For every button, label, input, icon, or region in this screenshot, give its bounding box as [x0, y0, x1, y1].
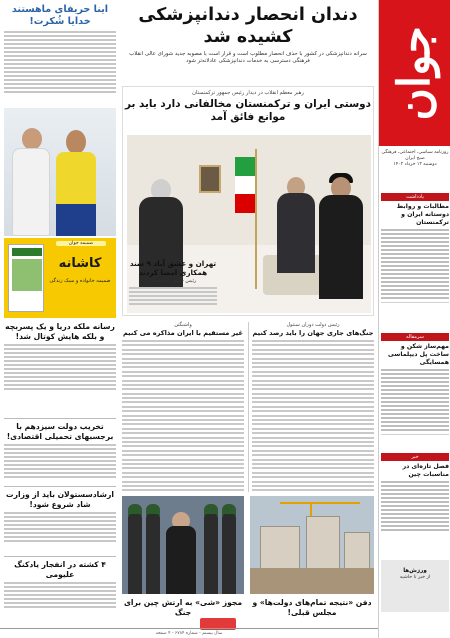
masthead-block-2	[381, 330, 449, 435]
main-headline[interactable]: دندان انحصار دندانپزشکی کشیده شد	[138, 5, 358, 47]
masthead-block-3	[381, 450, 449, 533]
supplement-tag: ضمیمه جوان	[56, 241, 106, 246]
text-lines	[381, 369, 449, 431]
leaders-meeting-photo	[127, 135, 371, 313]
construction-photo	[250, 496, 374, 594]
footer: سال بیستم - شماره ۶۷۸۴ - ۴ صفحه	[0, 628, 378, 638]
text-lines	[381, 481, 449, 531]
story-kicker: رئیس دولت دوران سنتول	[286, 322, 340, 328]
story-title[interactable]: جنگ‌های جاری جهان را باید رصد کنیم	[252, 329, 374, 337]
masthead-description: روزنامه سیاسی، اجتماعی، فرهنگی صبح ایران	[381, 150, 449, 161]
masthead-date: دوشنبه ۱۲ خرداد ۱۴۰۲	[393, 162, 437, 167]
masthead-sports-box	[381, 560, 449, 612]
main-subheadline: سرانه دندانپزشکی در کشور با حذف انحصار مطلوب است و قرار است با مصوبه جدید شورای عالی انقلاب فرهنگی دسترسی به خدمات دندانپزشکی عادلانه‌تر شود	[129, 51, 367, 64]
text-lines	[252, 340, 374, 491]
center-story-right	[252, 322, 374, 494]
main-story-kicker: رهبر معظم انقلاب در دیدار رئیس جمهور ترکمنستان	[192, 90, 304, 96]
main-headline-box	[122, 4, 374, 82]
supplement-subtitle: ضمیمه خانواده و سبک زندگی	[49, 278, 111, 284]
logo	[379, 0, 450, 146]
masthead-item-title[interactable]: مهم‌ساز شکن و ساخت پل دیپلماسی همسایگی	[388, 343, 449, 366]
story-title[interactable]: ۴ کشته در انفجار یادکنگ علیومی	[14, 560, 106, 579]
sports-title[interactable]: ورزش‌ها	[403, 568, 427, 574]
text-lines	[4, 344, 116, 390]
text-lines	[4, 582, 116, 608]
magazine-cover-image	[8, 244, 44, 312]
caption-title[interactable]: دفن «نتیجه تمام‌های دولت‌ها» و مجلس قبلی!	[252, 598, 372, 617]
section-tag: خبر	[381, 453, 449, 461]
left-story-4	[4, 560, 116, 610]
masthead-item-title[interactable]: مطالبات و روابط دوستانه ایران و ترکمنستان	[396, 203, 449, 226]
iran-flag	[235, 157, 255, 213]
bottom-caption-right	[250, 598, 374, 617]
china-army-photo	[122, 496, 244, 594]
left-story-3	[4, 490, 116, 544]
story-title[interactable]: رسانه ملکه دریا و یک پسربچه و بلکه هایش کوتال شد!	[5, 322, 115, 341]
sports-headline[interactable]: اینا حریفای ماهستند خدایا شُکرت!	[11, 4, 109, 27]
masthead-column	[378, 0, 450, 638]
text-lines	[4, 31, 116, 93]
section-tag: سرمقاله	[381, 333, 449, 341]
story-title[interactable]: ارشادسستولان باید از وزارت شاد شروع شود!	[6, 490, 114, 509]
left-story-1	[4, 322, 116, 392]
story-title[interactable]: غیر مستقیم با ایران مذاکره می کنیم	[123, 329, 243, 337]
caption-title[interactable]: مجوز «شی» به ارتش چین برای جنگ	[123, 598, 243, 617]
left-column-top	[4, 4, 116, 95]
football-players-photo	[4, 108, 116, 236]
masthead-block-1	[381, 190, 449, 303]
caption-sub: رئیس جمهور ترکمنستان	[129, 279, 217, 305]
logo-text: جوان	[389, 25, 440, 121]
text-lines	[381, 229, 449, 299]
text-lines	[4, 512, 116, 542]
story-kicker: واشنگتن	[174, 322, 192, 328]
sports-sub: از خبر تا حاشیه	[399, 575, 431, 580]
portrait-frame	[199, 165, 221, 193]
photo-caption	[129, 259, 217, 307]
main-story-title[interactable]: دوستی ایران و ترکمنستان مخالفانی دارد باید بر موانع فائق آمد	[125, 98, 371, 123]
masthead-info	[381, 150, 449, 168]
kashane-supplement-box[interactable]	[4, 238, 116, 318]
story-title[interactable]: تخریب دولت سیزدهم با برجسبهای تحمیلی اقتصادی!	[6, 422, 114, 441]
text-lines	[4, 444, 116, 478]
caption-title[interactable]: تهران و عشق آباد ۹ سند همکاری امضا کردند	[129, 259, 217, 277]
supplement-title: کاشانه	[58, 256, 102, 271]
main-story	[122, 86, 374, 316]
text-lines	[122, 340, 244, 491]
center-story-left	[122, 322, 244, 494]
bottom-caption-left	[122, 598, 244, 617]
left-story-2	[4, 422, 116, 480]
masthead-item-title[interactable]: فصل تازه‌ای در مناسبات چین	[402, 463, 449, 478]
section-tag: یادداشت	[381, 193, 449, 201]
